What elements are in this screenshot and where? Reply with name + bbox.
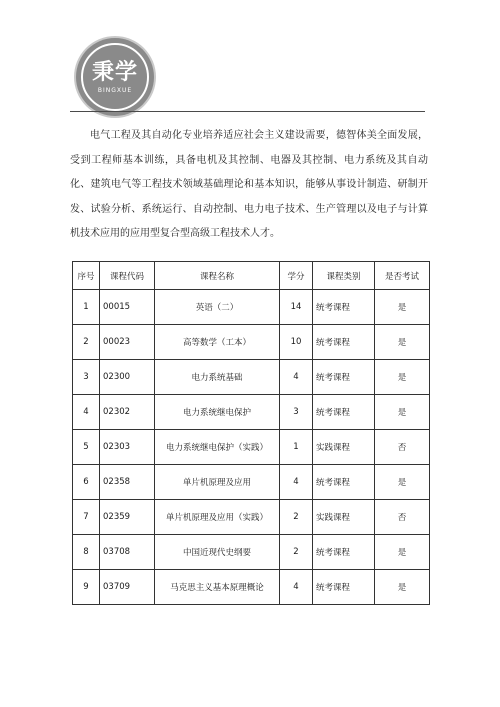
cell-credit: 4 (280, 570, 313, 605)
cell-type: 统考课程 (313, 325, 375, 360)
cell-name: 单片机原理及应用 (155, 465, 280, 500)
cell-name: 中国近现代史纲要 (155, 535, 280, 570)
cell-name: 电力系统继电保护 (155, 395, 280, 430)
cell-no: 5 (73, 430, 100, 465)
cell-exam: 是 (375, 290, 430, 325)
course-table (72, 261, 430, 605)
table-row (73, 395, 430, 430)
cell-no: 6 (73, 465, 100, 500)
cell-code: 00015 (100, 290, 155, 325)
cell-code: 02300 (100, 360, 155, 395)
table-row (73, 430, 430, 465)
header-type: 课程类别 (313, 262, 375, 290)
cell-code: 03709 (100, 570, 155, 605)
cell-exam: 是 (375, 465, 430, 500)
cell-name: 高等数学（工本） (155, 325, 280, 360)
cell-credit: 2 (280, 500, 313, 535)
cell-exam: 是 (375, 360, 430, 395)
cell-no: 7 (73, 500, 100, 535)
intro-paragraph: 电气工程及其自动化专业培养适应社会主义建设需要，德智体美全面发展，受到工程师基本训练，具备电机及其控制、电器及其控制、电力系统及其自动化、建筑电气等工程技术领域基础理论和基本知识，能够从事设计制造、研制开发、试验分析、系统运行、自动控制、电力电子技术、生产管理以及电子与计算机技术应用的应用型复合型高级工程技术人才。 (70, 130, 428, 239)
header-divider (70, 111, 425, 112)
logo-subtext: BINGXUE (97, 86, 133, 94)
cell-code: 00023 (100, 325, 155, 360)
cell-credit: 14 (280, 290, 313, 325)
cell-name: 英语（二） (155, 290, 280, 325)
cell-exam: 是 (375, 535, 430, 570)
cell-name: 马克思主义基本原理概论 (155, 570, 280, 605)
table-row (73, 290, 430, 325)
cell-name: 电力系统基础 (155, 360, 280, 395)
cell-code: 03708 (100, 535, 155, 570)
cell-credit: 10 (280, 325, 313, 360)
cell-credit: 3 (280, 395, 313, 430)
cell-type: 实践课程 (313, 500, 375, 535)
cell-no: 8 (73, 535, 100, 570)
table-row (73, 535, 430, 570)
cell-name: 单片机原理及应用（实践） (155, 500, 280, 535)
cell-exam: 是 (375, 325, 430, 360)
cell-type: 统考课程 (313, 290, 375, 325)
cell-code: 02358 (100, 465, 155, 500)
bingxue-logo (76, 38, 154, 116)
table-row (73, 500, 430, 535)
header-code: 课程代码 (100, 262, 155, 290)
table-header-row (73, 262, 430, 290)
cell-code: 02303 (100, 430, 155, 465)
header-exam: 是否考试 (375, 262, 430, 290)
logo-ring (81, 43, 149, 111)
header-name: 课程名称 (155, 262, 280, 290)
cell-credit: 2 (280, 535, 313, 570)
cell-exam: 是 (375, 395, 430, 430)
cell-credit: 4 (280, 465, 313, 500)
cell-type: 统考课程 (313, 535, 375, 570)
header-credit: 学分 (280, 262, 313, 290)
course-rows (73, 290, 430, 605)
table-row (73, 360, 430, 395)
cell-name: 电力系统继电保护（实践） (155, 430, 280, 465)
table-row (73, 570, 430, 605)
cell-exam: 否 (375, 430, 430, 465)
cell-credit: 4 (280, 360, 313, 395)
cell-no: 4 (73, 395, 100, 430)
cell-exam: 是 (375, 570, 430, 605)
cell-code: 02359 (100, 500, 155, 535)
logo-text: 秉学 (91, 59, 138, 85)
cell-type: 统考课程 (313, 360, 375, 395)
cell-type: 统考课程 (313, 395, 375, 430)
header-no: 序号 (73, 262, 100, 290)
cell-no: 2 (73, 325, 100, 360)
table-row (73, 325, 430, 360)
cell-type: 统考课程 (313, 570, 375, 605)
cell-credit: 1 (280, 430, 313, 465)
cell-exam: 否 (375, 500, 430, 535)
cell-no: 9 (73, 570, 100, 605)
cell-no: 3 (73, 360, 100, 395)
cell-type: 实践课程 (313, 430, 375, 465)
cell-type: 统考课程 (313, 465, 375, 500)
cell-no: 1 (73, 290, 100, 325)
table-row (73, 465, 430, 500)
cell-code: 02302 (100, 395, 155, 430)
